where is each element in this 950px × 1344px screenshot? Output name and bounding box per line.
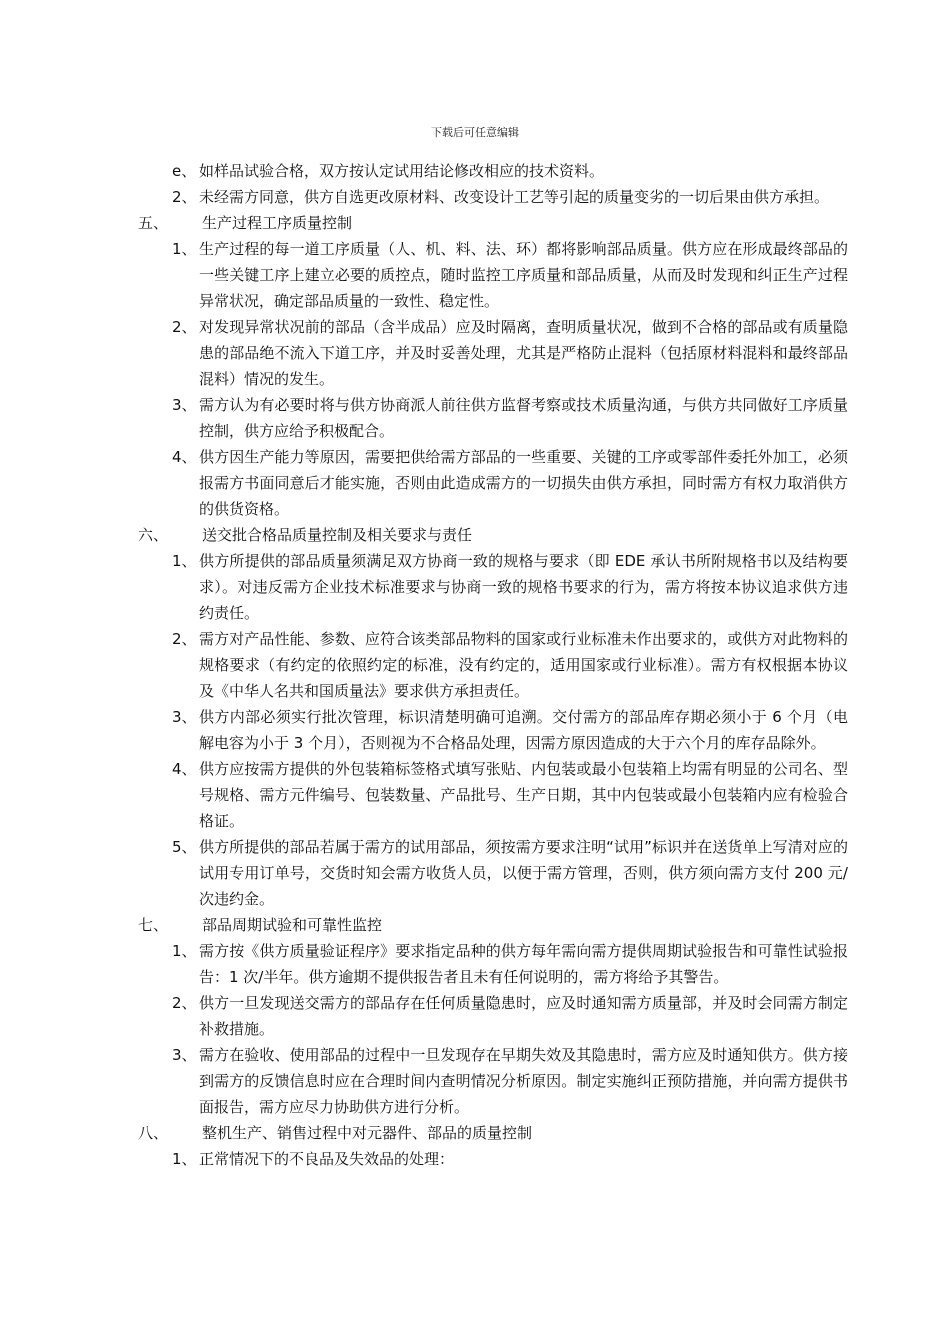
- item-text: 需方按《供方质量验证程序》要求指定品种的供方每年需向需方提供周期试验报告和可靠性试验报告：1 次/半年。供方逾期不提供报告者且未有任何说明的，需方将给予其警告。: [199, 942, 848, 986]
- item-text: 需方对产品性能、参数、应符合该类部品物料的国家或行业标准未作出要求的，或供方对此物料的规格要求（有约定的依照约定的标准，没有约定的，适用国家或行业标准）。需方有权根据本协议及《中华人名共和国质量法》要求供方承担责任。: [199, 630, 848, 700]
- list-item: [172, 990, 848, 1042]
- item-text: 供方内部必须实行批次管理，标识清楚明确可追溯。交付需方的部品库存期必须小于 6 个月（电解电容为小于 3 个月），否则视为不合格品处理，因需方原因造成的大于六个月的库存品除外。: [199, 708, 848, 752]
- item-text: 正常情况下的不良品及失效品的处理：: [199, 1150, 455, 1168]
- list-item: [172, 314, 848, 392]
- list-item: [172, 626, 848, 704]
- item-number: 4、: [172, 448, 197, 466]
- list-item: [172, 1146, 848, 1172]
- section-title: 生产过程工序质量控制: [202, 214, 353, 232]
- item-text: 供方所提供的部品质量须满足双方协商一致的规格与要求（即 EDE 承认书所附规格书以及结构要求）。对违反需方企业技术标准要求与协商一致的规格书要求的行为，需方将按本协议追求供方违约责任。: [199, 552, 848, 622]
- item-text: 生产过程的每一道工序质量（人、机、料、法、环）都将影响部品质量。供方应在形成最终部品的一些关键工序上建立必要的质控点，随时监控工序质量和部品质量，从而及时发现和纠正生产过程异常状况，确定部品质量的一致性、稳定性。: [199, 240, 848, 310]
- section-heading: [138, 210, 848, 236]
- list-item: [172, 444, 848, 522]
- item-text: 供方因生产能力等原因，需要把供给需方部品的一些重要、关键的工序或零部件委托外加工，必须报需方书面同意后才能实施，否则由此造成需方的一切损失由供方承担，同时需方有权力取消供方的供货资格。: [199, 448, 848, 518]
- section-number: 八、: [138, 1124, 169, 1142]
- item-number: 3、: [172, 396, 197, 414]
- item-text: 供方所提供的部品若属于需方的试用部品，须按需方要求注明“试用”标识并在送货单上写清对应的试用专用订单号，交货时知会需方收货人员，以便于需方管理，否则，供方须向需方支付 200 元/次违约金。: [199, 838, 848, 908]
- list-item: [172, 236, 848, 314]
- item-number: 1、: [172, 1150, 197, 1168]
- item-number: 3、: [172, 1046, 197, 1064]
- section-number: 五、: [138, 214, 169, 232]
- list-item: [172, 184, 848, 210]
- item-number: 2、: [172, 994, 197, 1012]
- list-item: [172, 158, 848, 184]
- section-number: 六、: [138, 526, 169, 544]
- page-header: 下载后可任意编辑: [431, 126, 519, 139]
- item-number: 1、: [172, 552, 197, 570]
- item-number: e、: [172, 162, 197, 180]
- section-title: 送交批合格品质量控制及相关要求与责任: [202, 526, 473, 544]
- item-number: 1、: [172, 942, 197, 960]
- item-text: 对发现异常状况前的部品（含半成品）应及时隔离，查明质量状况，做到不合格的部品或有质量隐患的部品绝不流入下道工序，并及时妥善处理，尤其是严格防止混料（包括原材料混料和最终部品混料）情况的发生。: [199, 318, 848, 388]
- list-item: [172, 392, 848, 444]
- item-number: 1、: [172, 240, 197, 258]
- list-item: [172, 1042, 848, 1120]
- list-item: [172, 704, 848, 756]
- item-text: 未经需方同意，供方自选更改原材料、改变设计工艺等引起的质量变劣的一切后果由供方承担。: [199, 188, 830, 206]
- item-text: 需方在验收、使用部品的过程中一旦发现存在早期失效及其隐患时，需方应及时通知供方。供方接到需方的反馈信息时应在合理时间内查明情况分析原因。制定实施纠正预防措施，并向需方提供书面报告，需方应尽力协助供方进行分析。: [199, 1046, 848, 1116]
- document-body: [138, 158, 848, 1172]
- list-item: [172, 548, 848, 626]
- item-number: 2、: [172, 318, 197, 336]
- section-number: 七、: [138, 916, 169, 934]
- item-number: 2、: [172, 188, 197, 206]
- item-number: 5、: [172, 838, 197, 856]
- item-text: 需方认为有必要时将与供方协商派人前往供方监督考察或技术质量沟通，与供方共同做好工序质量控制，供方应给予积极配合。: [199, 396, 848, 440]
- item-number: 3、: [172, 708, 197, 726]
- item-text: 供方一旦发现送交需方的部品存在任何质量隐患时，应及时通知需方质量部，并及时会同需方制定补救措施。: [199, 994, 848, 1038]
- item-text: 供方应按需方提供的外包装箱标签格式填写张贴、内包装或最小包装箱上均需有明显的公司名、型号规格、需方元件编号、包装数量、产品批号、生产日期，其中内包装或最小包装箱内应有检验合格证。: [199, 760, 848, 830]
- section-heading: [138, 1120, 848, 1146]
- item-number: 4、: [172, 760, 197, 778]
- list-item: [172, 834, 848, 912]
- item-number: 2、: [172, 630, 197, 648]
- item-text: 如样品试验合格，双方按认定试用结论修改相应的技术资料。: [199, 162, 605, 180]
- list-item: [172, 756, 848, 834]
- list-item: [172, 938, 848, 990]
- section-title: 部品周期试验和可靠性监控: [202, 916, 383, 934]
- section-heading: [138, 522, 848, 548]
- section-heading: [138, 912, 848, 938]
- section-title: 整机生产、销售过程中对元器件、部品的质量控制: [202, 1124, 533, 1142]
